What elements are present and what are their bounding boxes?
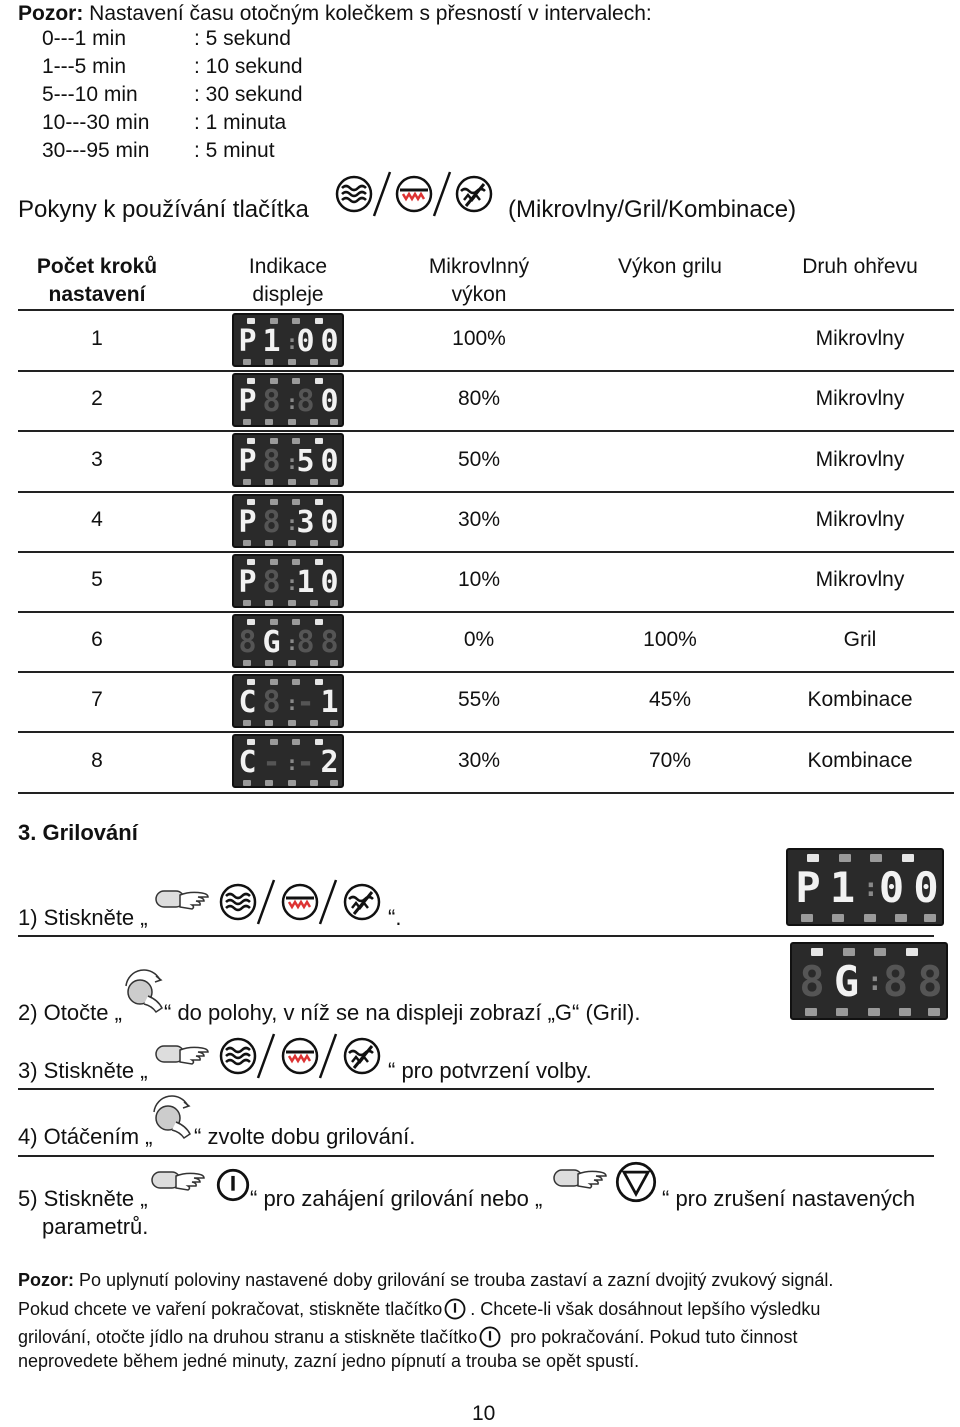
instructions-heading-before: Pokyny k používání tlačítka: [18, 196, 309, 223]
row-heating-mode: Gril: [843, 628, 877, 652]
indicator-icon: [247, 499, 255, 505]
display-digits: [238, 745, 340, 781]
indicator-icon: [839, 854, 851, 862]
display-digit: -: [296, 685, 316, 721]
indicator-icon: [247, 559, 255, 565]
dial-knob-icon: [120, 966, 170, 1016]
hand-press-icon: [552, 1164, 612, 1194]
display-digits: [794, 863, 940, 912]
table-row-rule: [18, 430, 954, 432]
display-digit: 0: [878, 863, 905, 912]
note-label: Pozor:: [18, 2, 84, 25]
note-bottom-label: Pozor:: [18, 1270, 74, 1290]
table-row-rule: [18, 370, 954, 372]
section-title: 3. Grilování: [18, 820, 138, 845]
display-digits: [238, 625, 340, 660]
display-colon: :: [286, 390, 300, 415]
column-header: výkon: [451, 283, 507, 306]
display-panel-1: [786, 848, 944, 926]
interval-range: 0---1 min: [42, 27, 127, 50]
row-step: 3: [91, 447, 103, 471]
display-digit: 0: [320, 324, 340, 359]
display-panel-2: [790, 942, 948, 1020]
row-heating-mode: Mikrovlny: [815, 567, 905, 591]
indicator-icon: [243, 660, 251, 666]
step5-suffix: “ pro zrušení nastavených: [662, 1186, 916, 1211]
display-digit: 8: [296, 625, 316, 660]
display-indicator: [232, 433, 344, 487]
row-microwave-power: 0%: [463, 628, 495, 652]
indicator-icon: [288, 540, 296, 546]
indicator-icon: [310, 419, 318, 425]
indicator-icon: [315, 559, 323, 565]
note-bottom-text3a: grilování, otočte jídlo na druhou stranu a stiskněte tlačítko: [18, 1327, 478, 1347]
display-digit: 8: [262, 685, 282, 721]
display-colon: :: [286, 691, 300, 716]
row-microwave-power: 100%: [452, 327, 506, 351]
grill-icon: [397, 177, 431, 211]
display-digit: 1: [296, 564, 316, 600]
indicator-icon: [310, 720, 318, 726]
interval-step: : 5 sekund: [194, 27, 291, 50]
display-colon: :: [286, 570, 300, 595]
column-header: Výkon grilu: [618, 255, 722, 278]
display-digit: 0: [296, 324, 316, 359]
row-heating-mode: Mikrovlny: [815, 507, 905, 531]
column-header: Indikace: [248, 255, 328, 278]
row-microwave-power: 50%: [457, 447, 501, 471]
display-colon: :: [286, 450, 300, 475]
table-header-rule: [18, 309, 954, 311]
table-row-rule: [18, 731, 954, 733]
display-digit: 1: [320, 685, 340, 721]
display-digit: P: [238, 504, 258, 540]
instructions-heading-after: (Mikrovlny/Gril/Kombinace): [508, 196, 797, 223]
mode-buttons-icon-group: [218, 876, 388, 926]
display-digit: -: [296, 745, 316, 781]
indicator-icon: [292, 559, 300, 565]
display-colon: :: [863, 873, 879, 903]
indicator-icon: [832, 914, 844, 922]
step3-prefix: 3) Stiskněte „: [18, 1058, 148, 1083]
indicator-icon: [265, 600, 273, 606]
indicator-icon: [928, 1008, 940, 1016]
display-digit: 8: [262, 444, 282, 480]
indicator-icon: [288, 720, 296, 726]
row-microwave-power: 80%: [457, 387, 501, 411]
dial-knob-icon: [148, 1092, 198, 1142]
indicator-icon: [310, 780, 318, 786]
step4-prefix: 4) Otáčením „: [18, 1124, 153, 1149]
note-bottom-line2: [18, 1298, 820, 1320]
display-digit: 1: [829, 863, 856, 912]
indicator-icon: [843, 948, 855, 956]
table-row-rule: [18, 611, 954, 613]
note-bottom-line1: [18, 1270, 833, 1291]
indicator-icon: [243, 359, 251, 365]
indicator-icon: [265, 780, 273, 786]
display-indicator: [232, 674, 344, 728]
indicator-icon: [899, 1008, 911, 1016]
display-digit: P: [238, 384, 258, 420]
display-colon: :: [867, 967, 883, 997]
table-row-rule: [18, 551, 954, 553]
indicator-icon: [288, 660, 296, 666]
row-step: 5: [91, 567, 103, 591]
interval-step: : 10 sekund: [194, 55, 303, 78]
indicator-icon: [902, 854, 914, 862]
indicator-icon: [265, 359, 273, 365]
display-digit: 8: [262, 564, 282, 600]
row-step: 4: [91, 507, 103, 531]
row-step: 1: [91, 327, 103, 351]
interval-range: 5---10 min: [42, 83, 138, 106]
indicator-icon: [895, 914, 907, 922]
display-digit: P: [238, 444, 258, 480]
column-header: Počet kroků: [36, 255, 158, 278]
start-icon: [479, 1326, 503, 1348]
step3-suffix: “ pro potvrzení volby.: [388, 1058, 592, 1083]
indicator-icon: [265, 419, 273, 425]
row-step: 7: [91, 688, 103, 712]
display-colon: :: [286, 751, 300, 776]
row-heating-mode: Mikrovlny: [815, 447, 905, 471]
interval-range: 30---95 min: [42, 139, 150, 162]
row-grill-power: 100%: [643, 628, 697, 652]
column-header: nastavení: [48, 283, 146, 306]
display-digit: 8: [320, 625, 340, 660]
row-microwave-power: 30%: [457, 507, 501, 531]
hand-press-icon: [150, 1166, 210, 1196]
mode-buttons-icon-group: [218, 1030, 388, 1080]
display-digit: 2: [320, 745, 340, 781]
indicator-icon: [870, 854, 882, 862]
indicator-icon: [288, 780, 296, 786]
display-digits: [238, 504, 340, 540]
display-colon: :: [286, 330, 300, 354]
column-header: Druh ohřevu: [802, 255, 918, 278]
indicator-icon: [836, 1008, 848, 1016]
indicator-icon: [315, 499, 323, 505]
start-icon: [444, 1298, 468, 1320]
interval-range: 1---5 min: [42, 55, 127, 78]
display-digit: 8: [917, 957, 943, 1006]
display-indicator: [232, 554, 344, 608]
display-indicator: [232, 313, 344, 367]
indicator-icon: [330, 780, 338, 786]
row-heating-mode: Kombinace: [807, 748, 913, 772]
indicator-icon: [270, 499, 278, 505]
indicator-icon: [864, 914, 876, 922]
display-digit: 5: [296, 444, 316, 480]
row-heating-mode: Mikrovlny: [815, 327, 905, 351]
indicator-icon: [288, 600, 296, 606]
indicator-icon: [330, 359, 338, 365]
indicator-icon: [310, 600, 318, 606]
display-digit: 8: [799, 957, 825, 1006]
display-digit: -: [262, 745, 282, 781]
row-heating-mode: Mikrovlny: [815, 387, 905, 411]
step2-prefix: 2) Otočte „: [18, 1000, 122, 1025]
note-bottom-text1: Po uplynutí poloviny nastavené doby grilování se trouba zastaví a zazní dvojitý zvukový signál.: [74, 1270, 834, 1290]
display-digits: [238, 685, 340, 721]
display-digit: G: [833, 957, 860, 1006]
display-digit: C: [238, 745, 258, 781]
indicator-icon: [906, 948, 918, 956]
display-colon: :: [286, 631, 300, 655]
hand-press-icon: [154, 1040, 214, 1070]
step1-suffix: “.: [388, 905, 402, 930]
indicator-icon: [288, 359, 296, 365]
indicator-icon: [243, 479, 251, 485]
indicator-icon: [330, 600, 338, 606]
start-icon: [216, 1168, 250, 1202]
indicator-icon: [805, 1008, 817, 1016]
step5-middle: “ pro zahájení grilování nebo „: [250, 1186, 543, 1211]
indicator-icon: [811, 948, 823, 956]
indicator-icon: [330, 660, 338, 666]
indicator-icon: [807, 854, 819, 862]
display-digit: 8: [262, 384, 282, 420]
indicator-icon: [265, 479, 273, 485]
display-digit: 8: [262, 504, 282, 540]
display-digit: 3: [296, 504, 316, 540]
table-row-rule: [18, 491, 954, 493]
interval-range: 10---30 min: [42, 111, 150, 134]
indicator-icon: [330, 720, 338, 726]
mode-buttons-icon-group: [334, 168, 500, 220]
note-bottom-text3b: pro pokračování. Pokud tuto činnost: [505, 1327, 798, 1347]
rule: [18, 1088, 934, 1090]
display-digit: P: [238, 324, 258, 359]
indicator-icon: [310, 359, 318, 365]
indicator-icon: [874, 948, 886, 956]
combi-icon: [457, 177, 491, 211]
step5-prefix: 5) Stiskněte „: [18, 1186, 148, 1211]
indicator-icon: [265, 540, 273, 546]
interval-step: : 30 sekund: [194, 83, 303, 106]
display-indicator: [232, 734, 344, 788]
display-digit: P: [238, 564, 258, 600]
row-microwave-power: 10%: [457, 567, 501, 591]
row-grill-power: 45%: [648, 688, 692, 712]
table-row-rule: [18, 792, 954, 794]
display-digits: [238, 384, 340, 420]
hand-press-icon: [154, 885, 214, 915]
indicator-icon: [265, 660, 273, 666]
display-indicator: [232, 373, 344, 427]
display-digit: C: [238, 685, 258, 721]
indicator-icon: [288, 479, 296, 485]
display-indicator: [232, 494, 344, 548]
microwave-icon: [337, 177, 371, 211]
indicator-icon: [265, 720, 273, 726]
display-digit: 0: [320, 564, 340, 600]
interval-step: : 5 minut: [194, 139, 275, 162]
display-digit: 8: [882, 957, 909, 1006]
row-grill-power: 70%: [648, 748, 692, 772]
indicator-icon: [310, 540, 318, 546]
note-top-line: [18, 2, 652, 26]
page-number: 10: [472, 1402, 496, 1425]
step2-suffix: “ do polohy, v níž se na displeji zobrazí „G“ (Gril).: [164, 1000, 641, 1025]
display-indicator: [232, 614, 344, 668]
step5-line2: parametrů.: [42, 1214, 149, 1239]
display-digits: [238, 324, 340, 359]
step1-prefix: 1) Stiskněte „: [18, 905, 148, 930]
display-digit: 0: [320, 504, 340, 540]
indicator-icon: [292, 499, 300, 505]
column-header: Mikrovlnný: [428, 255, 530, 278]
indicator-icon: [310, 479, 318, 485]
display-digit: 0: [320, 444, 340, 480]
column-header: displeje: [252, 283, 324, 306]
indicator-icon: [801, 914, 813, 922]
indicator-icon: [330, 479, 338, 485]
display-digits: [238, 564, 340, 600]
row-heating-mode: Kombinace: [807, 688, 913, 712]
display-digit: 0: [913, 863, 939, 912]
row-microwave-power: 30%: [457, 748, 501, 772]
indicator-icon: [310, 660, 318, 666]
indicator-icon: [330, 419, 338, 425]
display-digits: [238, 444, 340, 480]
indicator-icon: [243, 780, 251, 786]
note-bottom-line4: neprovedete během jedné minuty, zazní jedno pípnutí a trouba se opět spustí.: [18, 1351, 640, 1371]
interval-step: : 1 minuta: [194, 111, 287, 134]
rule: [18, 935, 934, 937]
indicator-icon: [270, 559, 278, 565]
note-bottom-text2b: . Chcete-li však dosáhnout lepšího výsledku: [470, 1299, 821, 1319]
display-colon: :: [286, 510, 300, 535]
indicator-icon: [243, 600, 251, 606]
note-text: Nastavení času otočným kolečkem s přesností v intervalech:: [83, 2, 652, 25]
indicator-icon: [924, 914, 936, 922]
note-bottom-line3: [18, 1326, 797, 1348]
display-digit: 8: [238, 625, 258, 660]
indicator-icon: [243, 419, 251, 425]
rule: [18, 1155, 934, 1157]
table-row-rule: [18, 671, 954, 673]
indicator-icon: [243, 540, 251, 546]
display-digit: 1: [262, 324, 282, 359]
indicator-icon: [243, 720, 251, 726]
display-digit: G: [262, 625, 282, 660]
indicator-icon: [288, 419, 296, 425]
display-digit: P: [795, 863, 821, 912]
row-step: 8: [91, 748, 103, 772]
display-digits: [798, 957, 944, 1006]
display-digit: 8: [296, 384, 316, 420]
row-step: 2: [91, 387, 103, 411]
row-step: 6: [91, 628, 103, 652]
stop-icon: [614, 1160, 658, 1204]
indicator-icon: [330, 540, 338, 546]
indicator-icon: [868, 1008, 880, 1016]
display-digit: 0: [320, 384, 340, 420]
note-bottom-text2a: Pokud chcete ve vaření pokračovat, stiskněte tlačítko: [18, 1299, 443, 1319]
row-microwave-power: 55%: [457, 688, 501, 712]
step4-suffix: “ zvolte dobu grilování.: [194, 1124, 416, 1149]
